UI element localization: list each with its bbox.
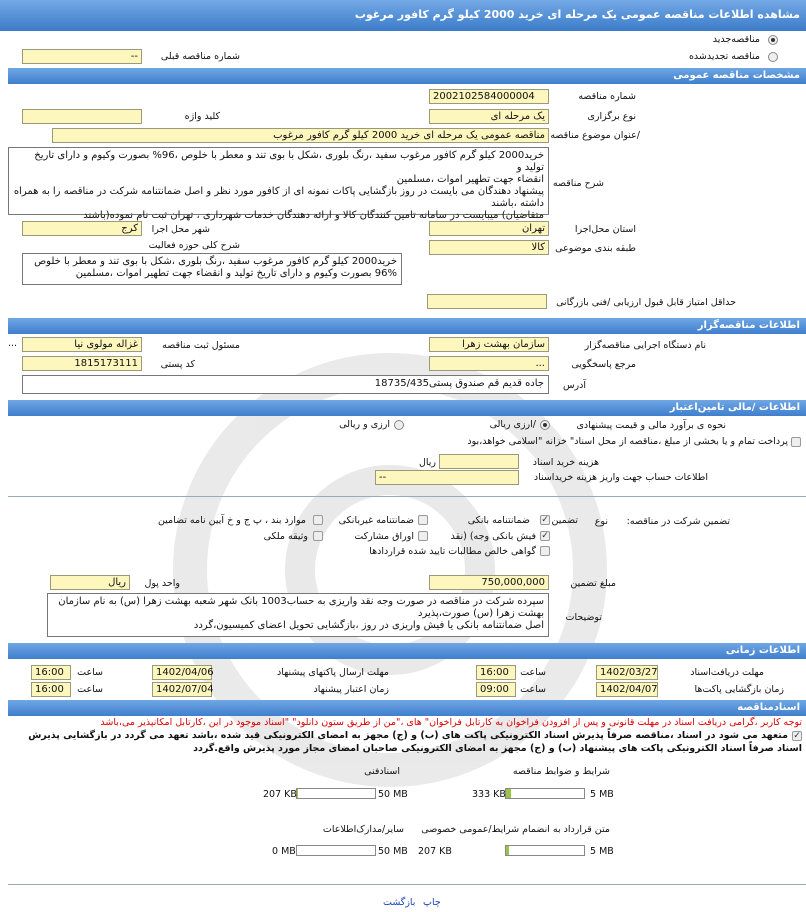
resp-field[interactable]: غزاله مولوی نیا bbox=[22, 337, 142, 352]
min-score-field[interactable] bbox=[427, 294, 547, 309]
valid-date[interactable]: 1402/07/04 bbox=[152, 682, 212, 697]
account-label: اطلاعات حساب جهت واریز هزینه خرید‌اسناد bbox=[533, 472, 708, 483]
guarantee-item: فیش بانکی وجه) (نقد bbox=[450, 531, 536, 542]
description-box bbox=[8, 147, 549, 221]
guarantee-item: ضمانتنامه بانکی bbox=[467, 515, 530, 526]
amount-label: مبلغ تضمین bbox=[570, 578, 616, 589]
city-label: شهر محل اجرا bbox=[151, 224, 210, 235]
commit-text-1: متعهد می شود در اسناد ،مناقصه صرفاً پذیرش اسناد الکترونیکی پاکت های (ب) و (ج) مجهز به امضای الکترونیکی قید شده ،باشد تعهد می گردد در بازگشایی پذیرش bbox=[28, 730, 788, 741]
open-date[interactable]: 1402/04/07 bbox=[596, 682, 658, 697]
other-max: 50 MB bbox=[378, 846, 408, 857]
footer-divider bbox=[8, 884, 806, 885]
guarantee-item: اوراق مشارکت bbox=[354, 531, 414, 542]
finance-header: اطلاعات /مالی تامین‌اعتبار bbox=[8, 400, 806, 416]
prev-number-label: شماره مناقصه قبلی bbox=[160, 51, 240, 62]
province-label: استان محل‌اجرا bbox=[574, 224, 636, 235]
time-label: ساعت bbox=[77, 684, 103, 695]
org-field[interactable]: سازمان بهشت زهرا bbox=[429, 337, 549, 352]
estimate-label: نحوه ی برآورد مالی و قیمت پیشنهادی bbox=[576, 420, 726, 431]
scope-box bbox=[22, 253, 402, 285]
category-label: طبقه بندی موضوعی bbox=[555, 243, 636, 254]
valid-label: زمان اعتبار پیشنهاد bbox=[313, 684, 389, 695]
new-tender-label: مناقصه‌جدید bbox=[712, 34, 760, 45]
scope-label: شرح کلی حوزه فعالیت bbox=[148, 240, 240, 251]
number-label: شماره مناقصه bbox=[578, 91, 636, 102]
desc-label: شرح مناقصه bbox=[552, 178, 604, 189]
tech-label: اسنادفنی bbox=[364, 766, 400, 777]
address-label: آدرس bbox=[562, 380, 586, 391]
claims-checkbox[interactable] bbox=[540, 546, 550, 556]
fx-label: ارزی و ریالی bbox=[339, 419, 390, 430]
submit-date[interactable]: 1402/04/06 bbox=[152, 665, 212, 680]
renewed-tender-radio[interactable] bbox=[768, 52, 778, 62]
scope-line: 96% بصورت وکیوم و دارای تاریخ تولید و انقضاء جهت تطهیر اموات ،مسلمین bbox=[75, 268, 397, 279]
desc-line: انقضاء جهت تطهیر اموات ،مسلمین bbox=[396, 174, 544, 185]
currency-label: واحد پول bbox=[144, 578, 180, 589]
title-field[interactable]: مناقصه عمومی یک مرحله ای خرید 2000 کیلو گرم کافور مرغوب bbox=[52, 128, 549, 143]
docs-warning: توجه کاربر ،گرامی دریافت اسناد در مهلت قانونی و پس از افزودن فراخوان به کارتابل فراخوان" های ،"من از طریق ستون دانلود" "اسناد موجود در این ،کارتابل امکانپذیر می،باشد bbox=[100, 717, 802, 728]
stage-label: نوع برگزاری bbox=[587, 111, 636, 122]
title-label: /عنوان موضوع مناقصه bbox=[550, 130, 640, 141]
min-score-label: حداقل امتیاز قابل قبول ارزیابی /فنی بازرگانی bbox=[556, 297, 736, 308]
other-progress bbox=[296, 845, 376, 856]
guarantee-item: ضمانتنامه غیربانکی bbox=[338, 515, 414, 526]
timing-header: اطلاعات زمانی bbox=[8, 643, 806, 659]
time-label: ساعت bbox=[520, 684, 546, 695]
conditions-max: 5 MB bbox=[590, 789, 614, 800]
notes-label: توضیحات bbox=[565, 612, 602, 623]
desc-line: داشته ،باشند bbox=[491, 198, 544, 209]
doc-fee-field[interactable] bbox=[439, 454, 519, 469]
contract-progress bbox=[505, 845, 585, 856]
open-label: زمان بازگشایی پاکت‌ها bbox=[694, 684, 784, 695]
rial-radio[interactable] bbox=[540, 420, 550, 430]
account-field[interactable]: -- bbox=[375, 470, 519, 485]
guarantee-item: گواهی خالص مطالبات تایید شده قراردادها bbox=[369, 546, 536, 557]
province-field[interactable]: تهران bbox=[429, 221, 549, 236]
postal-field[interactable]: 1815173111 bbox=[22, 356, 142, 371]
conditions-size: 333 KB bbox=[472, 789, 506, 800]
valid-time[interactable]: 16:00 bbox=[31, 682, 71, 697]
keyword-field[interactable] bbox=[22, 109, 142, 124]
tech-progress bbox=[296, 788, 376, 799]
currency-field[interactable]: ریال bbox=[50, 575, 130, 590]
tech-progress-fill bbox=[297, 789, 298, 798]
org-label: نام دستگاه اجرایی مناقصه‌گزار bbox=[584, 340, 706, 351]
contract-label: متن قرارداد به انضمام شرایط/عمومی خصوصی bbox=[421, 824, 610, 835]
bank-guarantee-checkbox[interactable] bbox=[418, 515, 428, 525]
nonbank-guarantee-checkbox[interactable] bbox=[313, 515, 323, 525]
organizer-header: اطلاعات مناقصه‌گزار bbox=[8, 318, 806, 334]
general-header: مشخصات مناقصه عمومی bbox=[8, 68, 806, 84]
rial-label: /ارزی ریالی bbox=[489, 419, 536, 430]
desc-line: خرید2000 کیلو گرم کافور مرغوب سفید ،رنگ بلوری ،شکل با بوی تند و معطر با خلوص ،96% بصورت وکیوم و دارای تاریخ تولید و bbox=[34, 150, 544, 173]
prev-number-field[interactable]: -- bbox=[22, 49, 142, 64]
desc-line: متقاضیان) میبایست در سامانه تامین کنندگان کالا و ارائه دهندگان خدمات شهرداری ، تهران ثبت نام نموده(باشند bbox=[83, 210, 544, 221]
conditions-progress-fill bbox=[506, 789, 511, 798]
back-link[interactable]: بازگشت bbox=[383, 897, 416, 908]
contract-size: 207 KB bbox=[418, 846, 452, 857]
guarantee-item: تضمین bbox=[551, 515, 578, 526]
other-label: سایر/مدارک‌اطلاعات bbox=[322, 824, 404, 835]
keyword-label: کلید واژه bbox=[184, 111, 220, 122]
tech-size: 207 KB bbox=[263, 789, 297, 800]
docs-header: اسنادمناقصه bbox=[8, 700, 806, 716]
guarantee-item: وثیقه ملکی bbox=[263, 531, 308, 542]
ref-field[interactable]: ... bbox=[429, 356, 549, 371]
notes-box bbox=[47, 593, 549, 637]
guarantee-type-label: نوع bbox=[594, 516, 608, 527]
print-link[interactable]: چاپ bbox=[423, 897, 441, 908]
postal-label: کد پستی bbox=[160, 359, 195, 370]
other-size: 0 MB bbox=[272, 846, 296, 857]
scope-line: خرید2000 کیلو گرم کافور مرغوب سفید ،رنگ بلوری ،شکل با بوی تند و معطر با خلوص bbox=[34, 256, 397, 267]
commit-checkbox[interactable]: ✓ bbox=[793, 731, 801, 741]
number-field[interactable]: 2002102584000004 bbox=[429, 89, 549, 104]
property-checkbox[interactable] bbox=[313, 531, 323, 541]
submit-label: مهلت ارسال پاکتهای پیشنهاد bbox=[277, 667, 389, 678]
notes-line: سپرده شرکت در مناقصه در صورت وجه نقد واریزی به حساب1003 بانک شهر شعبه بهشت زهرا (س) به نام سازمان bbox=[58, 596, 544, 607]
guarantee-item: موارد بند ، پ ج و خ آیین نامه تضامین bbox=[157, 515, 306, 526]
notes-line: بهشت زهرا (س) صورت،پذیرد bbox=[418, 608, 544, 619]
treasury-checkbox[interactable] bbox=[791, 437, 801, 447]
doc-fee-unit: ریال bbox=[418, 457, 436, 468]
category-field[interactable]: کالا bbox=[429, 240, 549, 255]
new-tender-radio[interactable] bbox=[768, 35, 778, 45]
recv-label: مهلت دریافت‌اسناد bbox=[690, 667, 764, 678]
contract-max: 5 MB bbox=[590, 846, 614, 857]
commit-text-2: اسناد صرفاً اسناد الکترونیکی پاکت های پیشنهاد (ب) و (ج) مجهز به امضای الکترونیکی صاحبان امضای مجاز مورد پذیرش واقع.گردد bbox=[193, 743, 802, 754]
time-label: ساعت bbox=[77, 667, 103, 678]
city-field[interactable]: کرج bbox=[22, 221, 142, 236]
recv-time[interactable]: 16:00 bbox=[476, 665, 516, 680]
desc-line: پیشنهاد دهندگان می بایست در روز بازگشایی پاکات نمونه ای از کافور مورد نظر و اصل ضمانتنامه شرکت در مناقصه را به همراه bbox=[13, 186, 544, 197]
treasury-text: پرداخت تمام و یا بخشی از مبلغ ،مناقصه از محل اسناد" خزانه "اسلامی خواهد،بود bbox=[467, 436, 788, 447]
stage-field[interactable]: یک مرحله ای bbox=[429, 109, 549, 124]
open-time[interactable]: 09:00 bbox=[476, 682, 516, 697]
resp-label: مسئول ثبت مناقصه bbox=[162, 340, 240, 351]
conditions-label: شرایط و ضوابط مناقصه bbox=[512, 766, 610, 777]
amount-field[interactable]: 750,000,000 bbox=[429, 575, 549, 590]
resp-more-dots[interactable]: ... bbox=[8, 338, 18, 349]
renewed-tender-label: مناقصه تجدیدشده bbox=[688, 51, 760, 62]
time-label: ساعت bbox=[520, 667, 546, 678]
guarantee-label: تضمین شرکت در مناقصه: bbox=[626, 516, 730, 527]
doc-fee-label: هزینه خرید اسناد bbox=[532, 457, 599, 468]
finance-divider bbox=[8, 496, 806, 497]
tech-max: 50 MB bbox=[378, 789, 408, 800]
bonds-checkbox[interactable] bbox=[418, 531, 428, 541]
fx-radio[interactable] bbox=[394, 420, 404, 430]
conditions-progress bbox=[505, 788, 585, 799]
ref-label: مرجع پاسخگویی bbox=[571, 359, 636, 370]
notes-line: اصل ضمانتنامه بانکی یا فیش واریزی در روز ،بازگشایی تحویل اعضای کمیسیون،گردد bbox=[193, 620, 544, 631]
page-title: مشاهده اطلاعات مناقصه عمومی یک مرحله ای خرید 2000 کیلو گرم کافور مرغوب bbox=[0, 0, 806, 31]
contract-progress-fill bbox=[506, 846, 509, 855]
recv-date[interactable]: 1402/03/27 bbox=[596, 665, 658, 680]
guarantee-checkbox[interactable]: ✓ bbox=[541, 515, 549, 525]
cash-deposit-checkbox[interactable]: ✓ bbox=[541, 531, 549, 541]
submit-time[interactable]: 16:00 bbox=[31, 665, 71, 680]
address-field: جاده قدیم قم صندوق پستی18735/435 bbox=[22, 375, 549, 394]
